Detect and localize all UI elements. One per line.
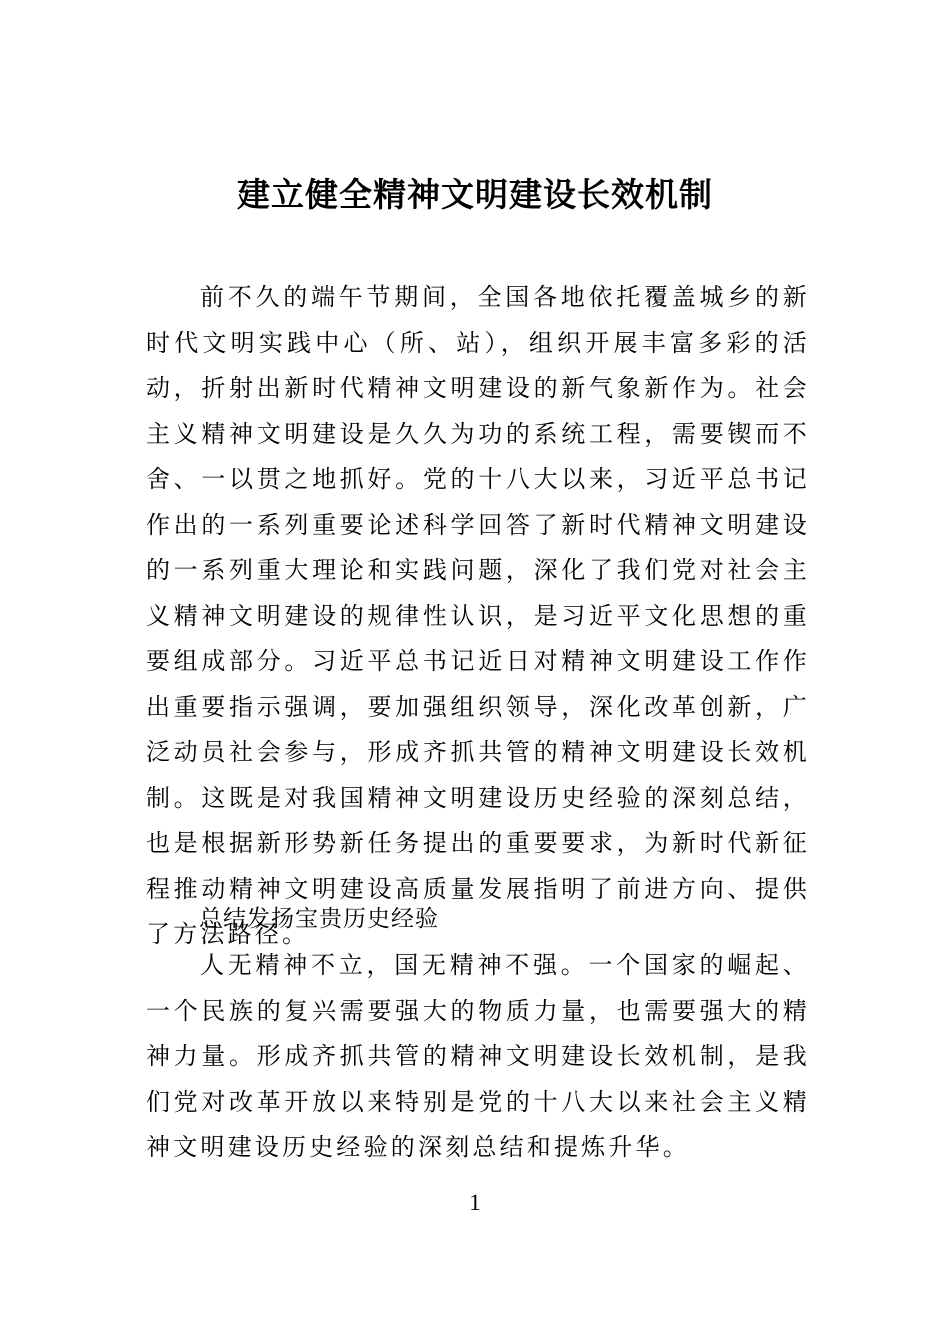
document-title: 建立健全精神文明建设长效机制 bbox=[237, 175, 713, 214]
section-heading: 总结发扬宝贵历史经验 bbox=[199, 906, 439, 932]
body-paragraph-2: 人无精神不立，国无精神不强。一个国家的崛起、一个民族的复兴需要强大的物质力量，也需要强大的精神力量。形成齐抓共管的精神文明建设长效机制，是我们党对改革开放以来特别是党的十八大以来社会主义精神文明建设历史经验的深刻总结和提炼升华。 bbox=[146, 951, 810, 1161]
page-number: 1 bbox=[469, 1190, 481, 1215]
body-paragraph-1: 前不久的端午节期间，全国各地依托覆盖城乡的新时代文明实践中心（所、站），组织开展丰富多彩的活动，折射出新时代精神文明建设的新气象新作为。社会主义精神文明建设是久久为功的系统工程，需要锲而不舍、一以贯之地抓好。党的十八大以来，习近平总书记作出的一系列重要论述科学回答了新时代精神文明建设的一系列重大理论和实践问题，深化了我们党对社会主义精神文明建设的规律性认识，是习近平文化思想的重要组成部分。习近平总书记近日对精神文明建设工作作出重要指示强调，要加强组织领导，深化改革创新，广泛动员社会参与，形成齐抓共管的精神文明建设长效机制。这既是对我国精神文明建设历史经验的深刻总结，也是根据新形势新任务提出的重要要求，为新时代新征程推动精神文明建设高质量发展指明了前进方向、提供了方法路径。 bbox=[146, 283, 810, 948]
